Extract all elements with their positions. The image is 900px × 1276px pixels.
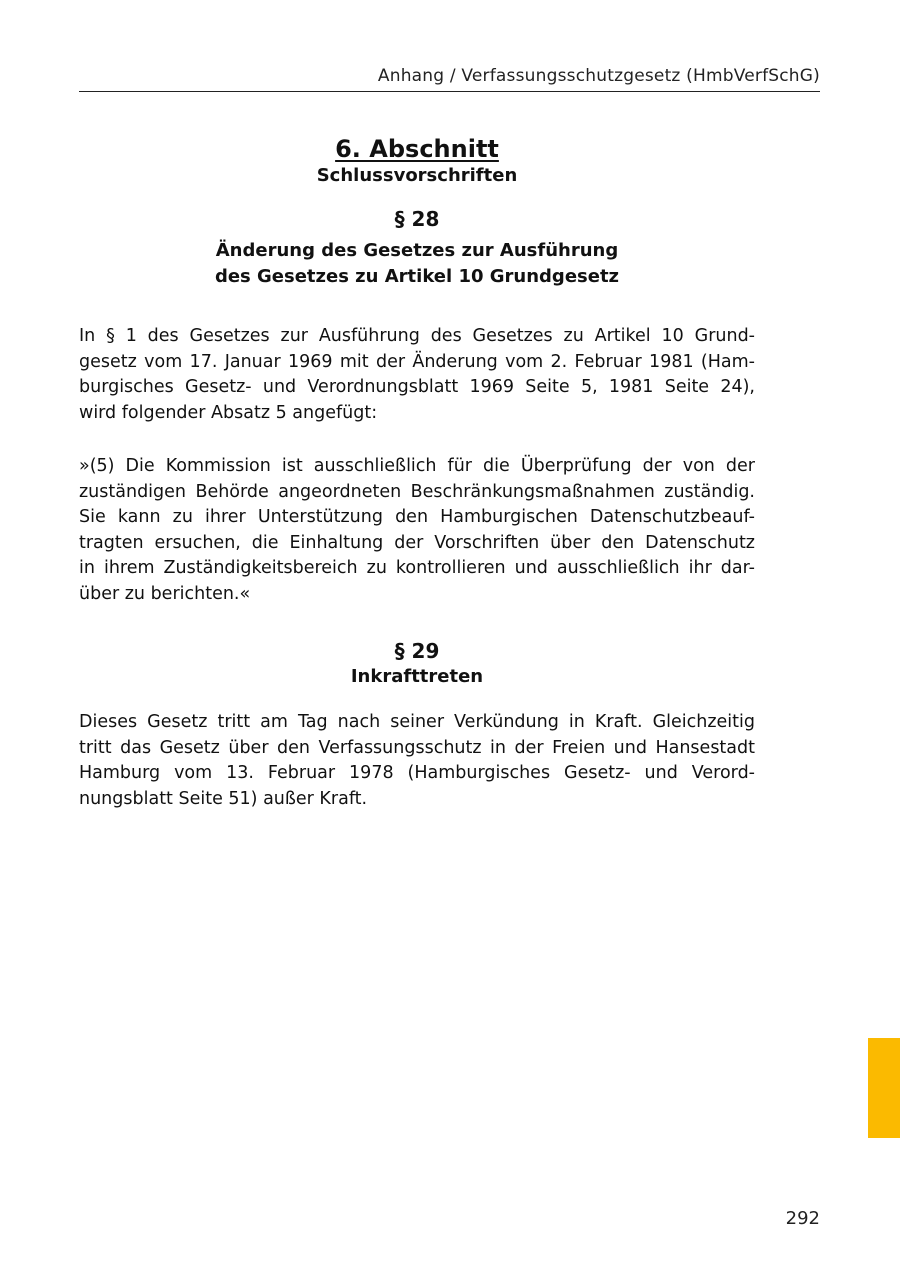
paragraph-28-text-2 — [79, 454, 755, 608]
section-subtitle: Schlussvorschriften — [316, 165, 518, 186]
paragraph-29-text — [79, 710, 755, 812]
chapter-side-tab — [868, 1038, 900, 1138]
paragraph-28-heading-line: des Gesetzes zu Artikel 10 Grundgesetz — [214, 266, 620, 287]
text-line: wird folgender Absatz 5 angefügt: — [79, 402, 378, 423]
text-line: tritt das Gesetz über den Verfassungsschutz in der Freien und Hansestadt — [79, 737, 755, 758]
page-number: 292 — [785, 1208, 820, 1229]
text-line: Hamburg vom 13. Februar 1978 (Hamburgisches Gesetz- und Verord- — [79, 763, 755, 784]
text-line: In § 1 des Gesetzes zur Ausführung des Gesetzes zu Artikel 10 Grund- — [79, 326, 755, 346]
paragraph-29-heading: Inkrafttreten — [350, 666, 484, 687]
text-line: über zu berichten.« — [79, 583, 251, 604]
text-line: »(5) Die Kommission ist ausschließlich für die Überprüfung der von der — [79, 456, 755, 476]
paragraph-28-heading — [79, 238, 755, 290]
text-line: tragten ersuchen, die Einhaltung der Vorschriften über den Datenschutz — [79, 532, 755, 553]
paragraph-29-number: § 29 — [394, 639, 440, 663]
paragraph-28-number: § 28 — [394, 207, 440, 231]
paragraph-28-text-1 — [79, 324, 755, 426]
text-line: nungsblatt Seite 51) außer Kraft. — [79, 788, 368, 809]
text-line: Dieses Gesetz tritt am Tag nach seiner Verkündung in Kraft. Gleichzeitig — [79, 712, 755, 732]
paragraph-28-heading-line: Änderung des Gesetzes zur Ausführung — [215, 240, 619, 261]
section-title: 6. Abschnitt — [335, 135, 499, 163]
text-line: burgisches Gesetz- und Verordnungsblatt 1969 Seite 5, 1981 Seite 24), — [79, 377, 755, 398]
running-title: Anhang / Verfassungsschutzgesetz (HmbVerfSchG) — [377, 66, 820, 86]
text-line: zuständigen Behörde angeordneten Beschränkungsmaßnahmen zuständig. — [79, 481, 755, 502]
text-line: Sie kann zu ihrer Unterstützung den Hamburgischen Datenschutzbeauf- — [79, 507, 755, 528]
text-line: gesetz vom 17. Januar 1969 mit der Änderung vom 2. Februar 1981 (Ham- — [79, 351, 755, 372]
running-header — [79, 64, 820, 92]
text-line: in ihrem Zuständigkeitsbereich zu kontrollieren und ausschließlich ihr dar- — [79, 558, 755, 579]
